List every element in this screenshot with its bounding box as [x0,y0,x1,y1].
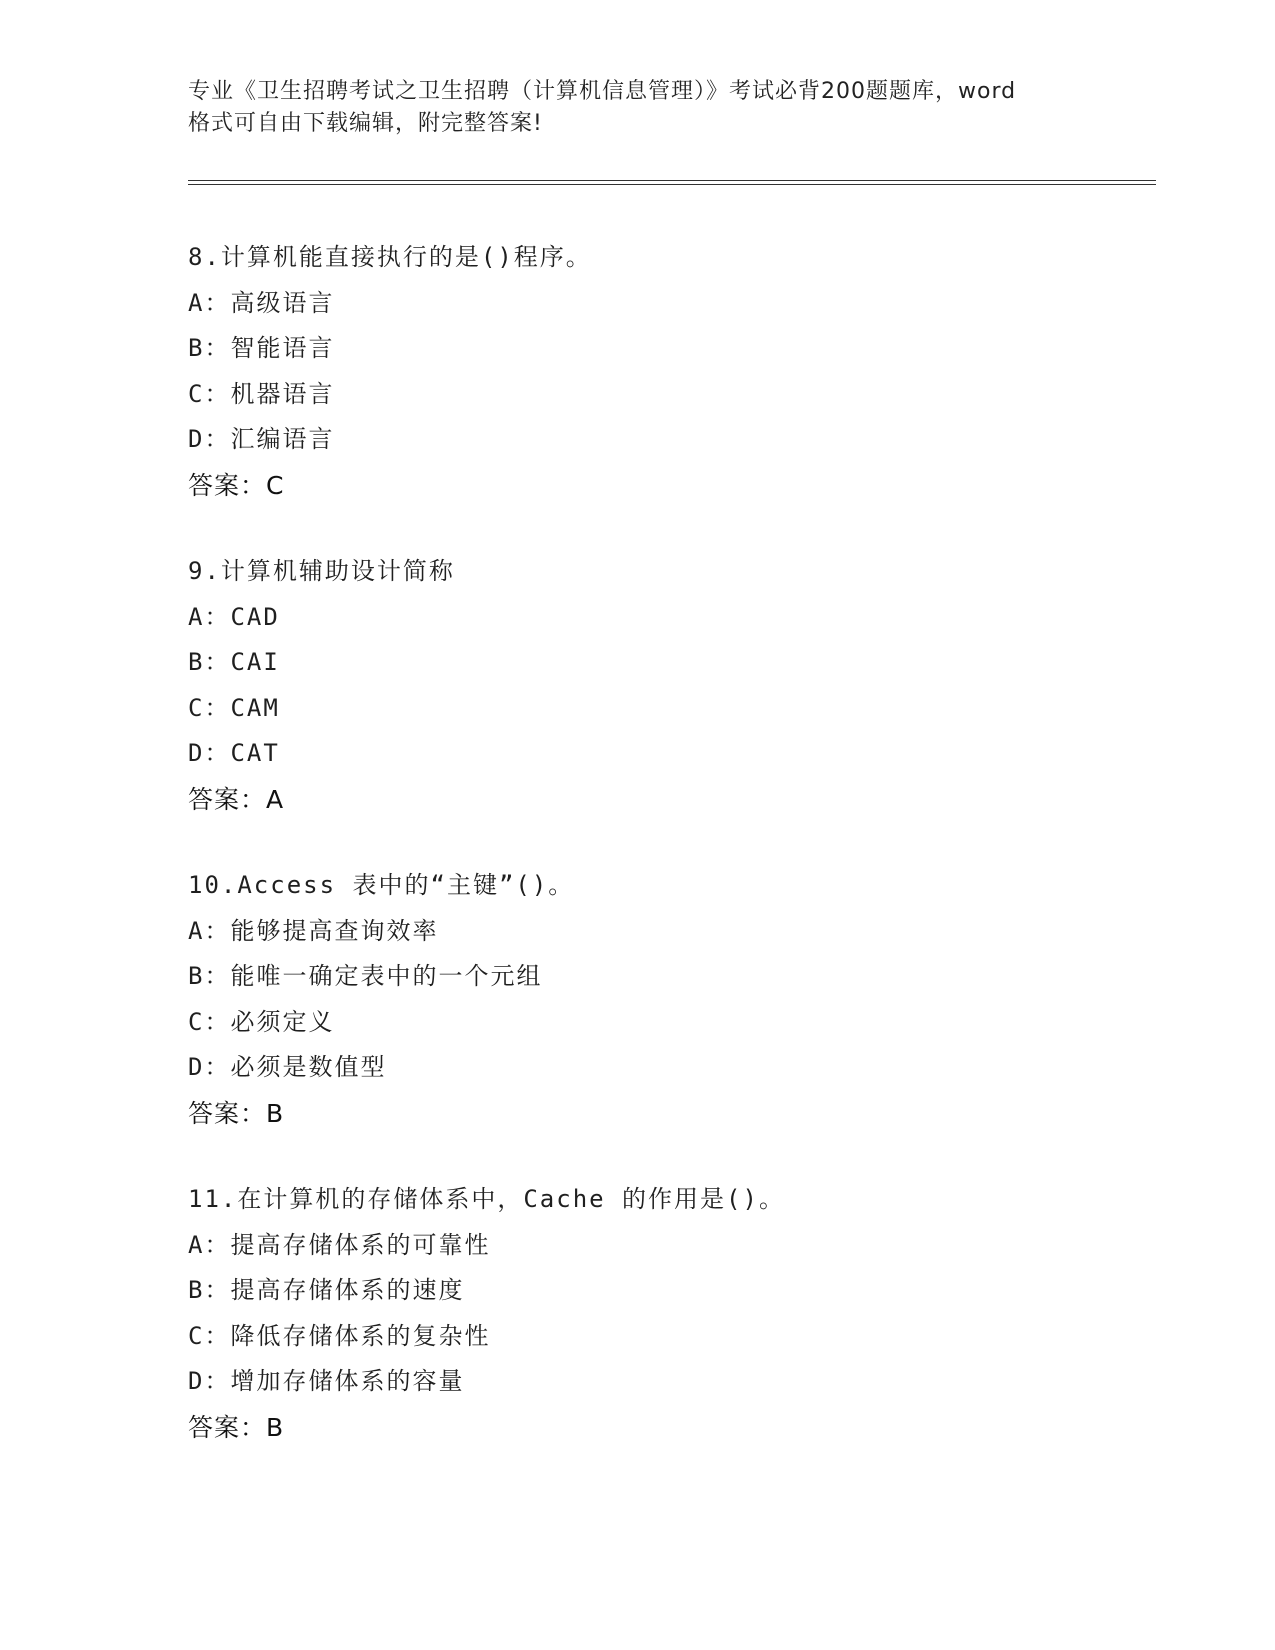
question-10 [188,863,1128,1136]
question-stem: 10.Access 表中的“主键”()。 [188,871,575,899]
question-9 [188,549,1128,822]
option-a: A：高级语言 [188,288,335,317]
question-11 [188,1177,1128,1450]
option-d: D：CAT [188,739,280,767]
option-d: D：增加存储体系的容量 [188,1367,465,1395]
answer: 答案：B [188,1412,285,1442]
option-c: C：必须定义 [188,1007,335,1036]
header-title-line-1: 专业《卫生招聘考试之卫生招聘（计算机信息管理）》考试必背200题题库，word [188,79,1017,104]
option-c: C：降低存储体系的复杂性 [188,1321,491,1350]
question-stem: 11.在计算机的存储体系中，Cache 的作用是()。 [188,1185,785,1213]
header-title-line-2: 格式可自由下载编辑，附完整答案! [188,111,543,136]
option-c: C：CAM [188,693,280,722]
option-c: C：机器语言 [188,379,335,408]
answer: 答案：A [188,784,285,814]
option-a: A：CAD [188,602,280,631]
option-b: B：CAI [188,648,280,676]
question-stem: 9.计算机辅助设计简称 [188,557,455,585]
question-list [188,235,1128,1491]
answer: 答案：C [188,470,285,500]
question-stem: 8.计算机能直接执行的是()程序。 [188,243,592,271]
option-b: B：智能语言 [188,334,335,362]
header-divider [188,180,1156,185]
option-d: D：汇编语言 [188,425,335,453]
option-d: D：必须是数值型 [188,1053,387,1081]
option-a: A：提高存储体系的可靠性 [188,1230,491,1259]
option-a: A：能够提高查询效率 [188,916,439,945]
document-header [188,76,1088,140]
option-b: B：能唯一确定表中的一个元组 [188,962,543,990]
option-b: B：提高存储体系的速度 [188,1276,465,1304]
question-8 [188,235,1128,508]
answer: 答案：B [188,1098,285,1128]
